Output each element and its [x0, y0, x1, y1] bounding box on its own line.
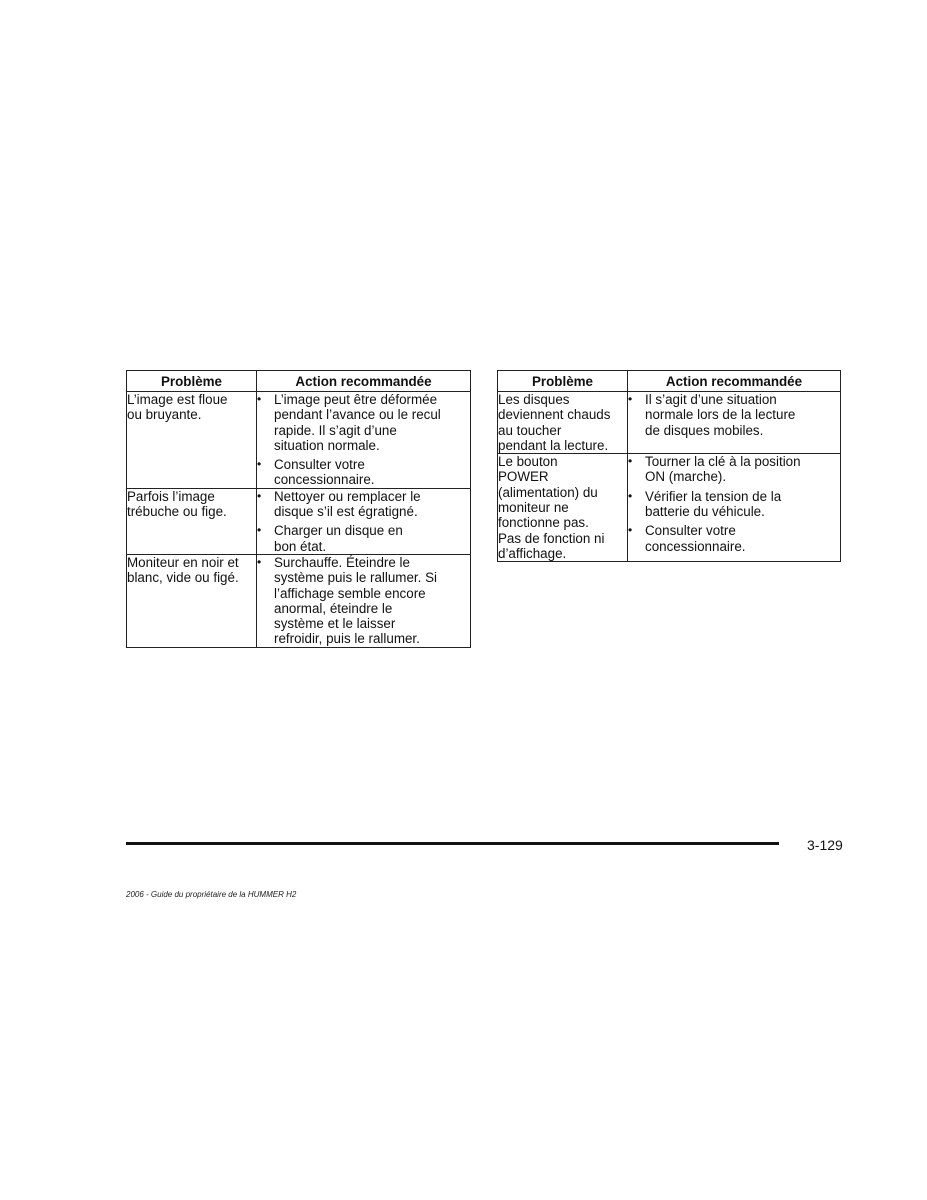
action-item — [257, 555, 470, 647]
footer-rule — [126, 842, 779, 845]
table-header-row — [127, 371, 471, 392]
action-item — [257, 489, 470, 520]
action-item — [628, 454, 840, 485]
action-item — [628, 392, 840, 438]
action-cell — [257, 392, 471, 489]
problem-cell — [127, 488, 257, 554]
table-row — [127, 392, 471, 489]
action-text: Vérifier la tension de la batterie du véhicule. — [645, 488, 782, 520]
bullet-icon: • — [257, 392, 262, 406]
action-text: Charger un disque en bon état. — [274, 523, 403, 554]
action-item — [257, 392, 470, 453]
problem-text: Les disques deviennent chauds au toucher pendant la lecture. — [498, 392, 611, 453]
action-item — [257, 457, 470, 488]
action-item — [257, 523, 470, 554]
bullet-icon: • — [628, 488, 633, 503]
table-row — [127, 554, 471, 647]
header-probleme: Problème — [498, 371, 628, 392]
bullet-icon: • — [257, 488, 262, 503]
problem-cell — [498, 454, 628, 562]
bullet-icon: • — [628, 392, 633, 406]
action-cell — [257, 488, 471, 554]
action-text: Tourner la clé à la position ON (marche). — [645, 454, 801, 485]
page-number: 3-129 — [807, 837, 843, 853]
problem-cell — [498, 392, 628, 454]
header-action: Action recommandée — [628, 371, 841, 392]
table-row — [498, 392, 841, 454]
action-text: Nettoyer ou remplacer le disque s’il est égratigné. — [274, 488, 421, 520]
bullet-icon: • — [257, 554, 262, 569]
action-cell — [628, 392, 841, 454]
action-item — [628, 489, 840, 520]
bullet-icon: • — [628, 454, 633, 469]
table-row — [498, 454, 841, 562]
problem-text: Moniteur en noir et blanc, vide ou figé. — [127, 554, 239, 586]
action-cell — [628, 454, 841, 562]
action-cell — [257, 554, 471, 647]
problem-cell — [127, 554, 257, 647]
problem-text: L’image est floue ou bruyante. — [127, 392, 228, 423]
header-probleme: Problème — [127, 371, 257, 392]
bullet-icon: • — [628, 523, 633, 538]
action-text: Consulter votre concessionnaire. — [645, 523, 746, 554]
action-text: L’image peut être déformée pendant l’avance ou le recul rapide. Il s’agit d’une situation normale. — [274, 392, 441, 453]
action-text: Consulter votre concessionnaire. — [274, 457, 375, 488]
table-header-row — [498, 371, 841, 392]
problem-cell — [127, 392, 257, 489]
action-text: Surchauffe. Éteindre le système puis le rallumer. Si l’affichage semble encore anormal, éteindre le système et le laisser refroidir, puis le rallumer. — [274, 554, 437, 647]
problem-text: Parfois l’image trébuche ou fige. — [127, 488, 227, 520]
problem-text: Le bouton POWER (alimentation) du moniteur ne fonctionne pas. Pas de fonction ni d’affichage. — [498, 454, 605, 561]
troubleshooting-table-right — [497, 370, 841, 562]
header-action: Action recommandée — [257, 371, 471, 392]
action-text: Il s’agit d’une situation normale lors de la lecture de disques mobiles. — [645, 392, 796, 438]
footer-note: 2006 - Guide du propriétaire de la HUMMER H2 — [126, 890, 297, 899]
troubleshooting-table-left — [126, 370, 471, 648]
action-item — [628, 523, 840, 554]
bullet-icon: • — [257, 523, 262, 538]
bullet-icon: • — [257, 457, 262, 472]
table-row — [127, 488, 471, 554]
